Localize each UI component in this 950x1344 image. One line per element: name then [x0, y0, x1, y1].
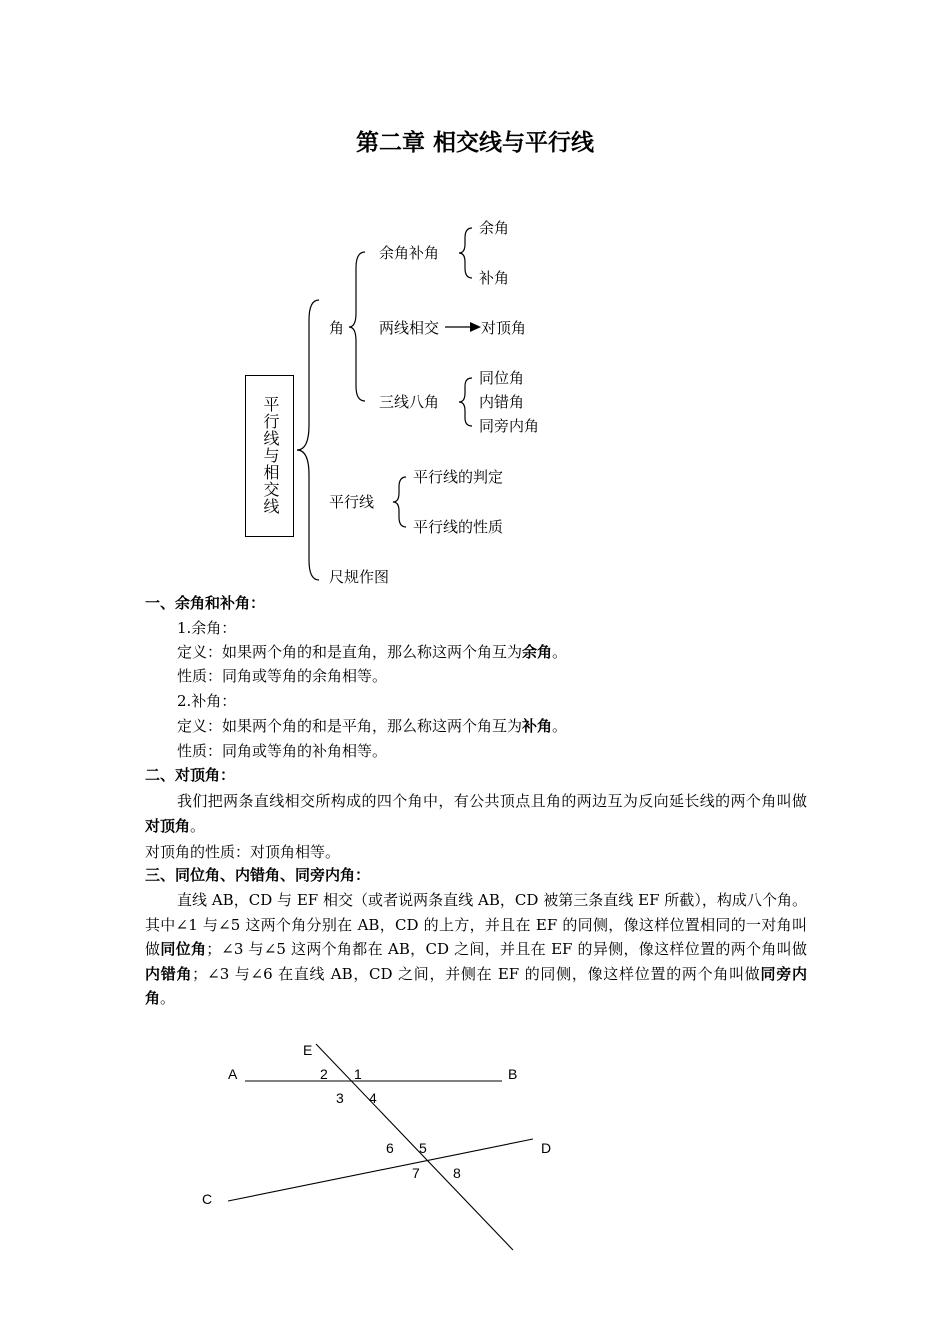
label-B: B [508, 1066, 518, 1082]
term-vertical-angles: 对顶角 [145, 816, 191, 835]
angle-label-3: 3 [336, 1090, 344, 1106]
sec1-def2: 定义：如果两个角的和是平角，那么称这两个角互为补角。 [177, 717, 568, 735]
node-comp-supp: 余角补角 [379, 244, 440, 262]
node-criteria: 平行线的判定 [413, 468, 504, 486]
node-three-lines: 三线八角 [379, 393, 440, 411]
angle-label-1: 1 [354, 1066, 362, 1082]
node-corresponding: 同位角 [479, 369, 525, 387]
page-title: 第二章 相交线与平行线 [355, 130, 594, 156]
label-D: D [541, 1140, 552, 1156]
node-comp: 余角 [479, 219, 510, 237]
node-parallel: 平行线 [329, 493, 375, 511]
label-E: E [303, 1042, 313, 1058]
node-supp: 补角 [479, 269, 510, 287]
angle-label-5: 5 [419, 1140, 427, 1156]
node-angle: 角 [329, 319, 345, 337]
sec1-sub1: 1.余角： [177, 619, 237, 637]
sec1-sub2: 2.补角： [177, 692, 237, 710]
term-same-side-interior: 同旁内角 [145, 964, 807, 1007]
angle-label-6: 6 [386, 1140, 394, 1156]
label-C: C [202, 1191, 213, 1207]
sec3-paragraph: 直线 AB，CD 与 EF 相交（或者说两条直线 AB，CD 被第三条直线 EF 所截），构成八个角。其中∠1 与∠5 这两个角分别在 AB，CD 的上方，并且在 EF 的同侧，像这样位置相同的一对角叫做同位角；∠3 与∠5 这两个角都在 AB，CD 之间，并且在 EF 的异侧，像这样位置的两个角叫做内错角；∠3 与∠6 在直线 AB，CD 之间，并侧在 EF 的同侧，像这样位置的两个角叫做同旁内角。 [145, 891, 807, 1007]
node-properties: 平行线的性质 [413, 518, 504, 536]
term-supplementary: 补角 [522, 717, 553, 735]
angle-label-8: 8 [453, 1165, 461, 1181]
root-label: 平行线与相交线 [261, 396, 280, 515]
node-same-side: 同旁内角 [479, 417, 540, 435]
term-corresponding: 同位角 [160, 940, 207, 958]
sec3-heading: 三、同位角、内错角、同旁内角： [145, 866, 371, 884]
sec1-prop2: 性质：同角或等角的补角相等。 [177, 742, 388, 760]
term-alternate-interior: 内错角 [145, 964, 193, 983]
node-construction: 尺规作图 [329, 568, 390, 586]
sec1-prop1: 性质：同角或等角的余角相等。 [177, 667, 388, 685]
angle-label-2: 2 [320, 1066, 328, 1082]
sec1-def1: 定义：如果两个角的和是直角，那么称这两个角互为余角。 [177, 643, 568, 661]
sec2-paragraph: 我们把两条直线相交所构成的四个角中，有公共顶点且角的两边互为反向延长线的两个角叫做对顶角。 [145, 792, 807, 835]
node-two-lines: 两线相交 [379, 319, 440, 337]
line-cd [228, 1139, 533, 1201]
angle-label-4: 4 [369, 1090, 377, 1106]
label-A: A [228, 1066, 238, 1082]
node-alternate: 内错角 [479, 393, 525, 411]
angle-label-7: 7 [412, 1165, 420, 1181]
sec2-property: 对顶角的性质：对顶角相等。 [145, 843, 341, 861]
sec2-heading: 二、对顶角： [145, 766, 236, 784]
node-vertical: 对顶角 [481, 319, 527, 337]
term-complementary: 余角 [522, 643, 553, 661]
sec1-heading: 一、余角和补角： [145, 594, 266, 612]
line-ef [316, 1044, 513, 1250]
